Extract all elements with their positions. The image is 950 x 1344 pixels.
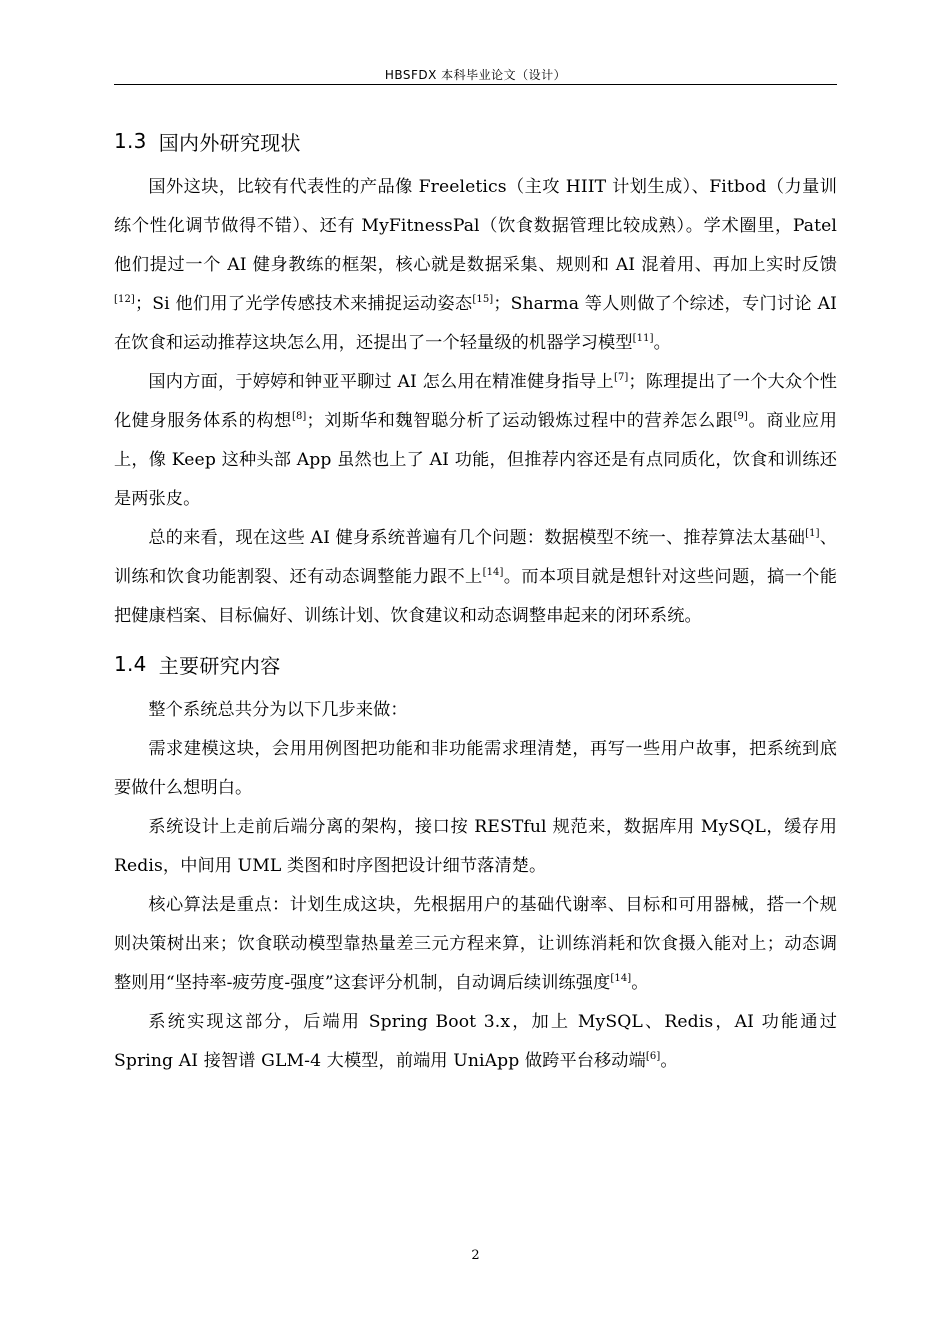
body-paragraph bbox=[114, 886, 837, 1003]
citation-reference: [14] bbox=[610, 973, 632, 984]
page-number: 2 bbox=[471, 1248, 480, 1263]
section-title: 主要研究内容 bbox=[158, 653, 281, 678]
body-paragraph bbox=[114, 519, 837, 636]
running-header: HBSFDX 本科毕业论文（设计） bbox=[384, 68, 567, 82]
paragraph-text: 国内方面，于婷婷和钟亚平聊过 AI 怎么用在精准健身指导上 bbox=[148, 372, 614, 392]
paragraph-text: 。 bbox=[660, 1051, 678, 1071]
header-rule bbox=[114, 84, 837, 85]
paragraph-text: 需求建模这块，会用用例图把功能和非功能需求理清楚，再写一些用户故事，把系统到底要做什么想明白。 bbox=[114, 739, 837, 798]
citation-reference: [12] bbox=[114, 294, 135, 305]
body-paragraph bbox=[114, 691, 837, 730]
body-paragraph bbox=[114, 730, 837, 808]
paragraph-text: 、训练和饮食功能割裂、还有动态调整能力跟不上 bbox=[114, 528, 837, 587]
paragraph-text: 。 bbox=[653, 333, 671, 353]
paragraph-text: 核心算法是重点：计划生成这块，先根据用户的基础代谢率、目标和可用器械，搭一个规则决策树出来；饮食联动模型靠热量差三元方程来算，让训练消耗和饮食摄入能对上；动态调整则用“坚持率-疲劳度-强度”这套评分机制，自动调后续训练强度 bbox=[114, 895, 837, 993]
body-paragraph bbox=[114, 1003, 837, 1081]
paragraph-text: 系统实现这部分，后端用 Spring Boot 3.x，加上 MySQL、Redis，AI 功能通过 Spring AI 接智谱 GLM-4 大模型，前端用 UniApp 做跨平台移动端 bbox=[114, 1012, 837, 1071]
body-paragraph bbox=[114, 808, 837, 886]
citation-reference: [9] bbox=[733, 411, 749, 422]
paragraph-text: 整个系统总共分为以下几步来做： bbox=[148, 700, 408, 720]
section-heading bbox=[114, 118, 837, 164]
paragraph-text: ；刘斯华和魏智聪分析了运动锻炼过程中的营养怎么跟 bbox=[306, 411, 734, 431]
citation-reference: [6] bbox=[645, 1051, 661, 1062]
paragraph-text: 。商业应用上，像 Keep 这种头部 App 虽然也上了 AI 功能，但推荐内容还是有点同质化，饮食和训练还是两张皮。 bbox=[114, 411, 837, 509]
paragraph-text: 总的来看，现在这些 AI 健身系统普遍有几个问题：数据模型不统一、推荐算法太基础 bbox=[148, 528, 806, 548]
page-body bbox=[114, 118, 837, 1081]
paragraph-text: ；陈理提出了一个大众个性化健身服务体系的构想 bbox=[114, 372, 838, 431]
citation-reference: [11] bbox=[632, 333, 654, 344]
citation-reference: [1] bbox=[805, 528, 820, 539]
citation-reference: [14] bbox=[482, 567, 504, 578]
paragraph-text: 国外这块，比较有代表性的产品像 Freeletics（主攻 HIIT 计划生成）、Fitbod（力量训练个性化调节做得不错）、还有 MyFitnessPal（饮食数据管理比较成熟）。学术圈里，Patel 他们提过一个 AI 健身教练的框架，核心就是数据采集、规则和 AI 混着用、再加上实时反馈 bbox=[114, 177, 837, 275]
paragraph-text: 。 bbox=[631, 973, 649, 993]
paragraph-text: 。而本项目就是想针对这些问题，搞一个能把健康档案、目标偏好、训练计划、饮食建议和动态调整串起来的闭环系统。 bbox=[114, 567, 837, 626]
citation-reference: [7] bbox=[613, 372, 629, 383]
paragraph-text: ；Si 他们用了光学传感技术来捕捉运动姿态 bbox=[134, 294, 473, 314]
section-number: 1.4 bbox=[114, 652, 147, 676]
citation-reference: [8] bbox=[291, 411, 307, 422]
section-heading bbox=[114, 641, 837, 687]
paragraph-text: 系统设计上走前后端分离的架构，接口按 RESTful 规范来，数据库用 MySQL，缓存用 Redis，中间用 UML 类图和时序图把设计细节落清楚。 bbox=[114, 817, 837, 876]
paragraph-text: ；Sharma 等人则做了个综述，专门讨论 AI 在饮食和运动推荐这块怎么用，还提出了一个轻量级的机器学习模型 bbox=[114, 294, 837, 353]
citation-reference: [15] bbox=[472, 294, 494, 305]
section-title: 国内外研究现状 bbox=[158, 130, 301, 155]
body-paragraph bbox=[114, 168, 837, 363]
section-number: 1.3 bbox=[114, 129, 147, 153]
body-paragraph bbox=[114, 363, 837, 519]
